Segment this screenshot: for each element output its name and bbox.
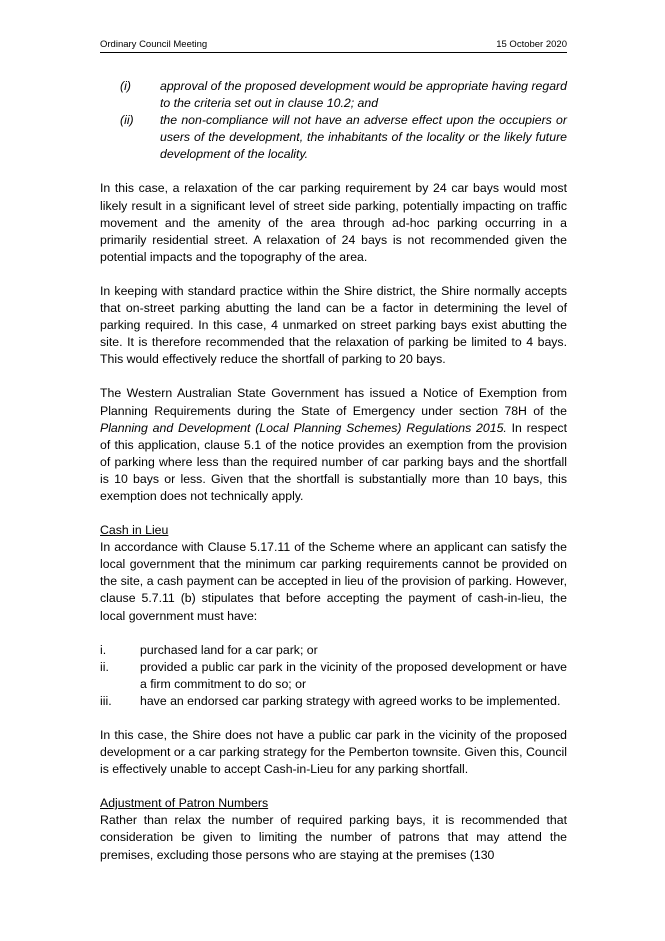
criteria-item	[100, 112, 567, 163]
criteria-number: (ii)	[120, 113, 134, 128]
criteria-text: approval of the proposed development would be appropriate having regard to the criteria set out in clause 10.2; and	[160, 79, 567, 111]
patron-numbers-heading: Adjustment of Patron Numbers	[100, 796, 269, 811]
list-item-number: i.	[100, 642, 107, 657]
list-item-text: purchased land for a car park; or	[140, 642, 318, 657]
criteria-number: (i)	[120, 79, 131, 93]
list-item	[100, 659, 567, 693]
header-date: 15 October 2020	[496, 39, 567, 50]
list-item-text: provided a public car park in the vicinity of the proposed development or have a firm commitment to do so; or	[140, 659, 567, 691]
list-item	[100, 642, 567, 659]
criteria-text: the non-compliance will not have an adverse effect upon the occupiers or users of the development, the inhabitants of the locality or the likely future development of the locality.	[160, 113, 567, 162]
paragraph-relaxation: In this case, a relaxation of the car parking requirement by 24 car bays would most likely result in a significant level of street side parking, potentially impacting on traffic movement and the amenity of the area through ad-hoc parking occurring in a primarily residential street. A relaxation of 24 bays is not recommended given the potential impacts and the topography of the area.	[100, 181, 567, 264]
list-item-number: iii.	[100, 693, 112, 708]
paragraph-on-street-parking: In keeping with standard practice within the Shire district, the Shire normally accepts that on-street parking abutting the land can be a factor in determining the level of parking required. In this case, 4 unmarked on street parking bays exist abutting the site. It is therefore recommended that the relaxation of parking be limited to 4 bays. This would effectively reduce the shortfall of parking to 20 bays.	[100, 283, 567, 367]
cash-in-lieu-text: In accordance with Clause 5.17.11 of the Scheme where an applicant can satisfy the local government that the minimum car parking requirements cannot be provided on the site, a cash payment can be accepted in lieu of the provision of parking. However, clause 5.7.11 (b) stipulates that before accepting the payment of cash-in-lieu, the local government must have:	[100, 540, 567, 623]
criteria-item	[100, 78, 567, 112]
cash-in-lieu-heading: Cash in Lieu	[100, 523, 169, 538]
patron-numbers-text: Rather than relax the number of required parking bays, it is recommended that consideration be given to limiting the number of patrons that may attend the premises, excluding those persons who are staying at the premises (130	[100, 813, 567, 862]
list-item	[100, 693, 567, 710]
list-item-text: have an endorsed car parking strategy with agreed works to be implemented.	[140, 693, 561, 708]
list-item-number: ii.	[100, 659, 109, 674]
document-body	[100, 78, 567, 864]
header-meeting-title: Ordinary Council Meeting	[100, 39, 208, 50]
cash-in-lieu-conclusion: In this case, the Shire does not have a public car park in the vicinity of the proposed development or a car parking strategy for the Pemberton townsite. Given this, Council is effectively unable to accept Cash-in-Lieu for any parking shortfall.	[100, 728, 567, 777]
regulations-citation: Planning and Development (Local Planning Schemes) Regulations 2015.	[100, 420, 507, 435]
header-rule	[100, 52, 567, 53]
paragraph-exemption: The Western Australian State Government has issued a Notice of Exemption from Planning Requirements during the State of Emergency under section 78H of the Planning and Development (Local Planning Schemes) Regulations 2015. In respect of this application, clause 5.1 of the notice provides an exemption from the provision of parking where less than the required number of car parking bays and the shortfall is 10 bays or less. Given that the shortfall is substantially more than 10 bays, this exemption does not technically apply.	[100, 386, 567, 503]
